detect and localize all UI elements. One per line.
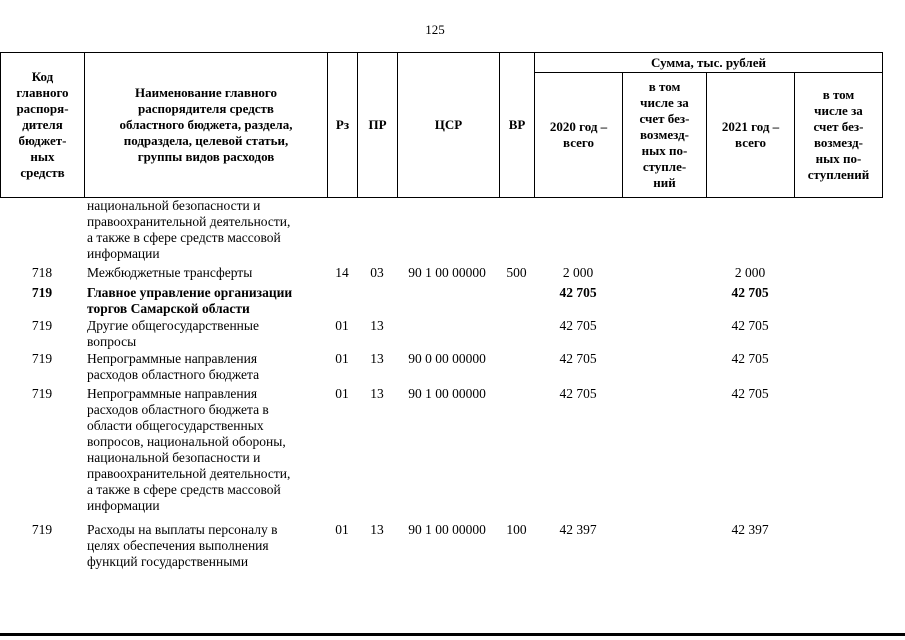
header-2020-total: 2020 год – всего bbox=[549, 119, 608, 150]
cell-pr: 13 bbox=[370, 318, 384, 333]
cell-rz: 01 bbox=[335, 351, 349, 366]
cell-y2021: 42 705 bbox=[731, 386, 769, 401]
cell-csr: 90 1 00 00000 bbox=[408, 265, 486, 280]
cell-vr: 500 bbox=[506, 265, 527, 280]
cell-name: Непрограммные направления расходов областного бюджета bbox=[87, 351, 260, 382]
cell-name: Главное управление организации торгов Самарской области bbox=[87, 285, 293, 316]
cell-rz: 14 bbox=[335, 265, 349, 280]
cell-y2021: 2 000 bbox=[734, 265, 766, 280]
cell-name: Другие общегосударственные вопросы bbox=[87, 318, 259, 349]
cell-name: Расходы на выплаты персоналу в целях обеспечения выполнения функций государственными bbox=[87, 522, 278, 569]
cell-rz: 01 bbox=[335, 318, 349, 333]
cell-y2020: 42 705 bbox=[559, 285, 597, 300]
cell-name: национальной безопасности и правоохранительной деятельности, а также в сфере средств массовой информации bbox=[87, 198, 291, 261]
cell-rz: 01 bbox=[335, 386, 349, 401]
cell-y2021: 42 705 bbox=[731, 351, 769, 366]
cell-csr: 90 0 00 00000 bbox=[408, 351, 486, 366]
cell-y2020: 42 705 bbox=[559, 386, 597, 401]
cell-name: Непрограммные направления расходов областного бюджета в области общегосударственных вопросов, национальной обороны, национальной безопасности и правоохранительной деятельности, а также в сфере средств массовой информации bbox=[87, 386, 291, 513]
cell-name: Межбюджетные трансферты bbox=[87, 265, 253, 280]
header-2020-free: в том числе за счет без- возмезд- ных по- ступле- ний bbox=[639, 79, 690, 190]
cell-y2020: 42 397 bbox=[559, 522, 597, 537]
cell-y2020: 2 000 bbox=[562, 265, 594, 280]
cell-rz: 01 bbox=[335, 522, 349, 537]
cell-code: 719 bbox=[31, 522, 53, 537]
header-2021-free: в том числе за счет без- возмезд- ных по- ступлений bbox=[807, 87, 870, 182]
cell-code: 719 bbox=[31, 285, 53, 300]
cell-csr: 90 1 00 00000 bbox=[408, 386, 486, 401]
header-name: Наименование главного распорядителя средств областного бюджета, раздела, подраздела, целевой статьи, группы видов расходов bbox=[119, 85, 293, 164]
header-vr: ВР bbox=[508, 117, 526, 132]
cell-y2021: 42 705 bbox=[731, 318, 769, 333]
cell-code: 719 bbox=[31, 386, 53, 401]
cell-pr: 03 bbox=[370, 265, 384, 280]
cell-y2021: 42 397 bbox=[731, 522, 769, 537]
cell-y2021: 42 705 bbox=[731, 285, 769, 300]
table-header bbox=[0, 52, 883, 198]
header-csr: ЦСР bbox=[434, 117, 463, 132]
header-rz: Рз bbox=[335, 117, 350, 132]
page-number: 125 bbox=[425, 22, 445, 37]
header-sum: Сумма, тыс. рублей bbox=[651, 54, 766, 70]
cell-code: 719 bbox=[31, 351, 53, 366]
cell-y2020: 42 705 bbox=[559, 351, 597, 366]
bottom-rule bbox=[0, 633, 905, 636]
header-code: Код главного распоря- дителя бюджет- ных средств bbox=[16, 69, 69, 180]
cell-code: 719 bbox=[31, 318, 53, 333]
cell-y2020: 42 705 bbox=[559, 318, 597, 333]
cell-pr: 13 bbox=[370, 351, 384, 366]
cell-pr: 13 bbox=[370, 386, 384, 401]
cell-code: 718 bbox=[31, 265, 53, 280]
header-2021-total: 2021 год – всего bbox=[721, 119, 780, 150]
header-pr: ПР bbox=[368, 117, 387, 132]
cell-vr: 100 bbox=[506, 522, 527, 537]
cell-pr: 13 bbox=[370, 522, 384, 537]
cell-csr: 90 1 00 00000 bbox=[408, 522, 486, 537]
